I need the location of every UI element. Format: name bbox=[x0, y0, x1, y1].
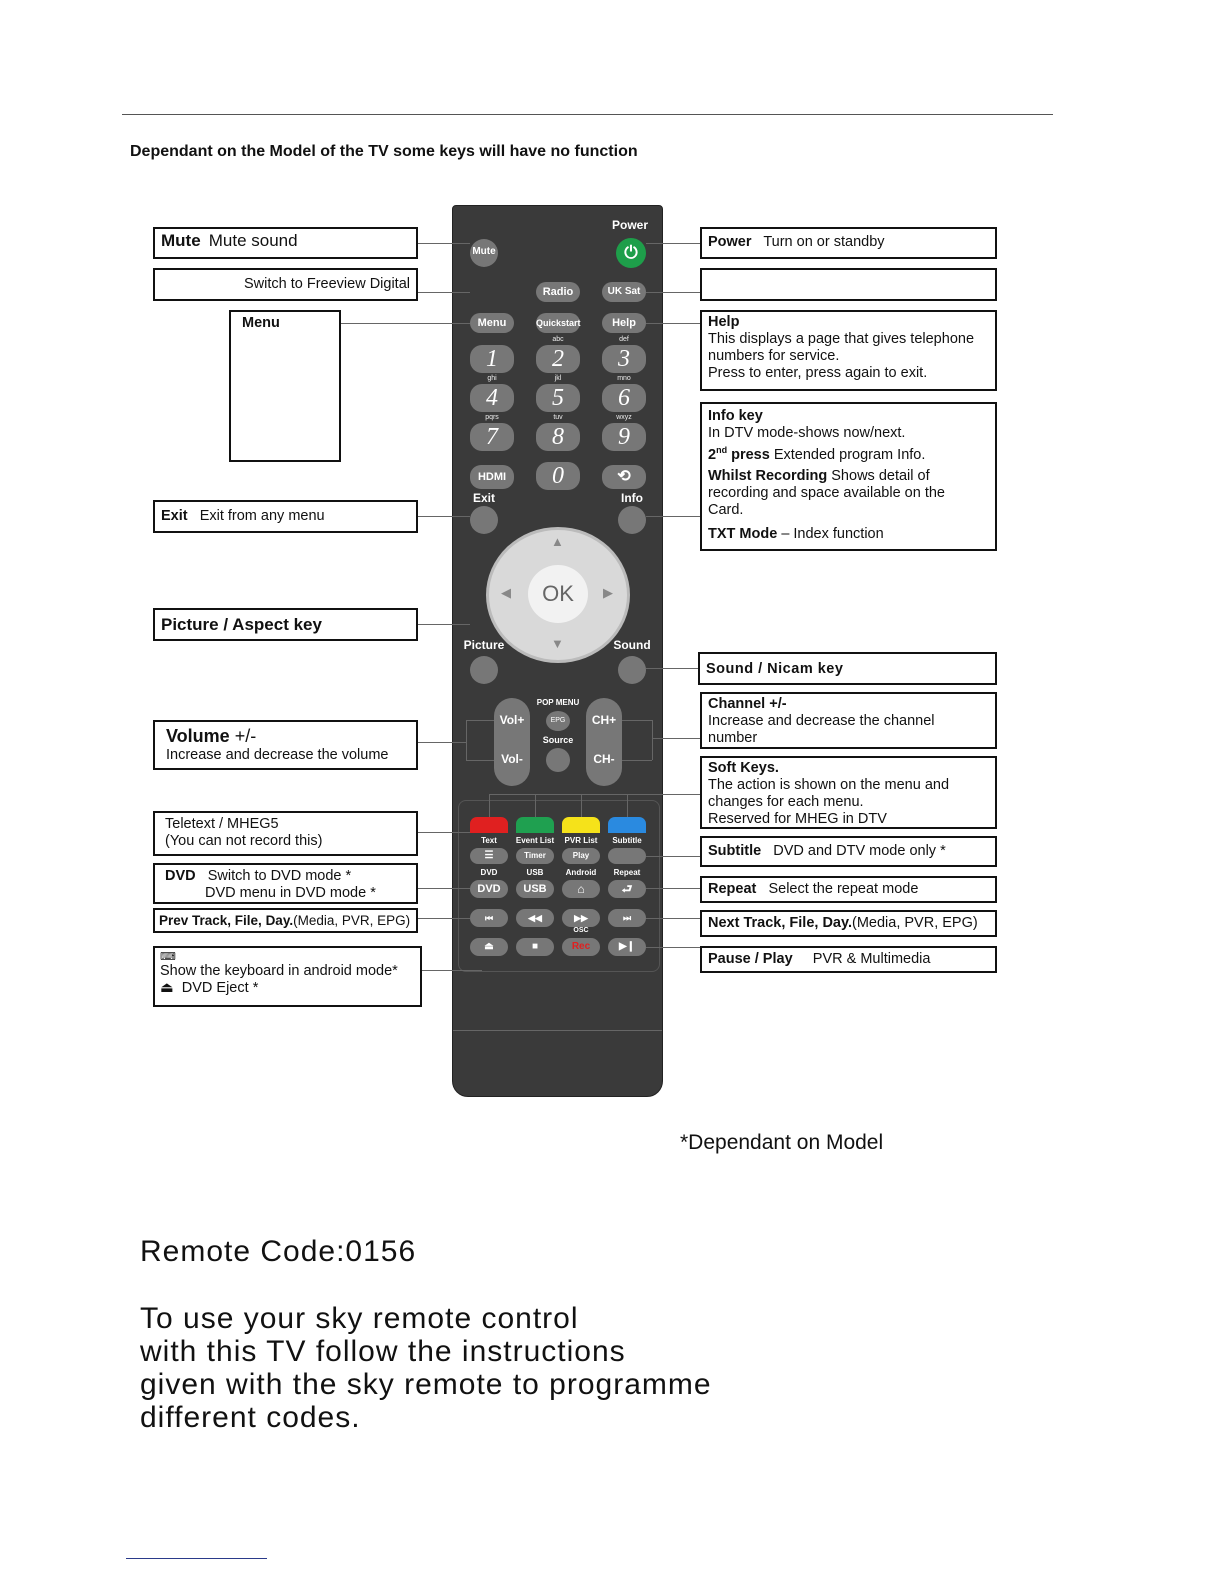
next-track-icon[interactable]: ⏭ bbox=[608, 909, 646, 927]
radio-button[interactable]: Radio bbox=[536, 282, 580, 302]
channel-line2: number bbox=[708, 730, 758, 746]
digit-8-button[interactable]: 8 bbox=[536, 423, 580, 451]
channel-callout bbox=[700, 692, 997, 749]
sound-title: Sound / Nicam key bbox=[706, 661, 844, 677]
subtitle-text: DVD and DTV mode only bbox=[773, 843, 937, 859]
keyboard-star: * bbox=[252, 980, 259, 996]
dvd-star-1: * bbox=[345, 868, 352, 884]
softkeys-drop-green bbox=[535, 794, 536, 817]
subtitle-button[interactable] bbox=[608, 848, 646, 864]
stop-icon[interactable]: ■ bbox=[516, 938, 554, 956]
right-arrow-icon[interactable]: ▶ bbox=[603, 585, 613, 600]
uksat-button[interactable]: UK Sat bbox=[602, 282, 646, 302]
rewind-icon[interactable]: ◀◀ bbox=[516, 909, 554, 927]
ch-up-label: CH+ bbox=[591, 713, 617, 727]
power-callout bbox=[700, 227, 997, 259]
digit-9-button[interactable]: 9 bbox=[602, 423, 646, 451]
exit-button[interactable] bbox=[470, 506, 498, 534]
keyboard-icon: ⌨ bbox=[160, 951, 176, 963]
next-callout bbox=[700, 910, 997, 937]
vol-up-label: Vol+ bbox=[499, 713, 525, 727]
picture-callout bbox=[153, 608, 418, 641]
digit-0-button[interactable]: 0 bbox=[536, 462, 580, 490]
source-label: Source bbox=[542, 735, 574, 745]
help-callout bbox=[700, 310, 997, 391]
channel-line1: Increase and decrease the channel bbox=[708, 713, 935, 729]
digit-2-button[interactable]: 2 bbox=[536, 345, 580, 373]
usb-button[interactable]: USB bbox=[516, 880, 554, 898]
dvd-star-2: * bbox=[370, 885, 376, 901]
eventlist-label: Event List bbox=[515, 836, 555, 845]
top-rule bbox=[122, 114, 1053, 115]
pause-text: PVR & Multimedia bbox=[812, 951, 931, 967]
sound-callout bbox=[698, 652, 997, 685]
digit-7-button[interactable]: 7 bbox=[470, 423, 514, 451]
letters-ghi: ghi bbox=[487, 375, 497, 382]
timer-button[interactable]: Timer bbox=[516, 848, 554, 864]
pause-leader bbox=[646, 947, 700, 948]
info-press-word: press bbox=[731, 446, 770, 463]
info-press-num: 2 bbox=[708, 446, 717, 463]
freeview-leader bbox=[418, 292, 470, 293]
subtitle-title: Subtitle bbox=[708, 843, 762, 859]
volume-leader bbox=[418, 742, 466, 743]
ok-button[interactable]: OK bbox=[528, 565, 588, 623]
letters-abc: abc bbox=[552, 336, 564, 343]
eject-symbol-icon: ⏏ bbox=[160, 980, 174, 996]
uksat-leader bbox=[646, 292, 700, 293]
letters-wxyz: wxyz bbox=[616, 414, 632, 421]
repeat-title: Repeat bbox=[708, 881, 757, 897]
instruction-line: with this TV follow the instructions bbox=[140, 1335, 626, 1368]
digit-4-button[interactable]: 4 bbox=[470, 384, 514, 412]
mute-label: Mute bbox=[472, 246, 496, 257]
osc-label: OSC bbox=[573, 927, 589, 934]
digit-3-button[interactable]: 3 bbox=[602, 345, 646, 373]
digit-5-button[interactable]: 5 bbox=[536, 384, 580, 412]
help-leader bbox=[646, 323, 700, 324]
subtitle-star: * bbox=[940, 843, 946, 859]
hdmi-button[interactable]: HDMI bbox=[470, 465, 514, 489]
teletext-callout bbox=[153, 811, 418, 856]
exit-text: Exit from any menu bbox=[199, 508, 325, 524]
sound-leader bbox=[646, 668, 698, 669]
next-text: (Media, PVR, EPG) bbox=[852, 915, 978, 931]
freeview-text: Switch to Freeview Digital bbox=[244, 276, 410, 292]
info-rec-text: Shows detail of bbox=[831, 467, 930, 484]
info-press-sup: nd bbox=[716, 445, 728, 455]
exit-label: Exit bbox=[472, 491, 495, 505]
softkeys-line1: The action is shown on the menu and bbox=[708, 777, 950, 793]
volume-bracket-top bbox=[466, 720, 494, 721]
bottom-rule bbox=[126, 1558, 267, 1559]
repeat-leader bbox=[646, 888, 700, 889]
epg-button[interactable]: EPG bbox=[546, 711, 570, 731]
channel-leader bbox=[652, 738, 700, 739]
subtitle-label: Subtitle bbox=[612, 836, 642, 845]
letters-def: def bbox=[619, 336, 629, 343]
pvrlist-label: PVR List bbox=[564, 836, 598, 845]
volume-title-suffix: +/- bbox=[234, 726, 257, 746]
volume-bracket bbox=[466, 720, 467, 760]
dvd-leader bbox=[418, 888, 470, 889]
info-line1: In DTV mode-shows now/next. bbox=[708, 425, 906, 441]
teletext-leader bbox=[418, 832, 470, 833]
letters-tuv: tuv bbox=[553, 414, 563, 421]
menu-button[interactable]: Menu bbox=[470, 313, 514, 333]
repeat-icon[interactable]: ⮐ bbox=[608, 880, 646, 898]
freeview-callout bbox=[153, 268, 418, 301]
play-list-button[interactable]: Play bbox=[562, 848, 600, 864]
softkeys-drop-blue bbox=[627, 794, 628, 817]
usb-label: USB bbox=[526, 868, 544, 877]
picture-label: Picture bbox=[463, 638, 505, 652]
pause-callout bbox=[700, 946, 997, 973]
keyboard-line1: Show the keyboard in android mode* bbox=[160, 963, 398, 979]
info-line3: recording and space available on the bbox=[708, 484, 945, 501]
footnote: *Dependant on Model bbox=[680, 1131, 884, 1154]
softkeys-line3: Reserved for MHEG in DTV bbox=[708, 811, 887, 827]
keyboard-callout bbox=[153, 946, 422, 1007]
dvd-title: DVD bbox=[165, 868, 196, 884]
softkeys-line2: changes for each menu. bbox=[708, 794, 864, 810]
red-button[interactable] bbox=[470, 817, 508, 833]
mute-callout bbox=[153, 227, 418, 259]
next-title: Next Track, File, Day. bbox=[708, 915, 852, 931]
menu-title: Menu bbox=[242, 315, 280, 331]
info-button[interactable] bbox=[618, 506, 646, 534]
exit-callout bbox=[153, 500, 418, 533]
help-title: Help bbox=[708, 314, 740, 330]
instruction-line: different codes. bbox=[140, 1401, 361, 1434]
letters-mno: mno bbox=[617, 375, 631, 382]
remote-code: Remote Code:0156 bbox=[140, 1235, 417, 1268]
home-icon[interactable]: ⌂ bbox=[562, 880, 600, 898]
prev-callout bbox=[153, 908, 418, 933]
android-label: Android bbox=[565, 868, 597, 877]
down-arrow-icon[interactable]: ▼ bbox=[551, 636, 564, 651]
exit-leader bbox=[418, 516, 470, 517]
pause-title: Pause / Play bbox=[708, 951, 793, 967]
keyboard-leader bbox=[422, 970, 482, 971]
dvd-callout bbox=[153, 863, 418, 904]
channel-bracket-bottom bbox=[622, 760, 652, 761]
left-arrow-icon[interactable]: ◀ bbox=[501, 585, 511, 600]
dvd-label: DVD bbox=[480, 868, 498, 877]
pause-play-icon[interactable]: ▶❙ bbox=[608, 938, 646, 956]
info-leader bbox=[646, 516, 700, 517]
repeat-label: Repeat bbox=[613, 868, 641, 877]
pop-menu-label: POP MENU bbox=[536, 698, 580, 707]
dvd-line2: DVD menu in DVD mode bbox=[205, 885, 367, 901]
text-button[interactable]: ☰ bbox=[470, 848, 508, 864]
keyboard-line2: DVD Eject bbox=[181, 980, 249, 996]
prev-leader bbox=[418, 918, 470, 919]
vol-down-label: Vol- bbox=[501, 752, 523, 766]
volume-rocker[interactable] bbox=[494, 698, 530, 786]
menu-callout bbox=[229, 310, 341, 462]
eject-icon[interactable]: ⏏ bbox=[470, 938, 508, 956]
mute-title: Mute bbox=[161, 231, 201, 250]
subtitle-leader bbox=[646, 856, 700, 857]
digit-1-button[interactable]: 1 bbox=[470, 345, 514, 373]
digit-6-button[interactable]: 6 bbox=[602, 384, 646, 412]
channel-bracket-top bbox=[622, 720, 652, 721]
softkeys-callout bbox=[700, 756, 997, 829]
volume-title: Volume bbox=[166, 726, 230, 746]
power-leader bbox=[646, 243, 700, 244]
picture-button[interactable] bbox=[470, 656, 498, 684]
info-title: Info key bbox=[708, 408, 763, 424]
yellow-button[interactable] bbox=[562, 817, 600, 833]
dvd-button[interactable]: DVD bbox=[470, 880, 508, 898]
info-line2: Extended program Info. bbox=[773, 446, 926, 463]
info-txt-title: TXT Mode bbox=[708, 525, 778, 542]
softkeys-drop-yellow bbox=[581, 794, 582, 817]
teletext-line1: Teletext / MHEG5 bbox=[165, 816, 279, 832]
info-label: Info bbox=[621, 491, 643, 505]
help-line1: This displays a page that gives telephone bbox=[708, 331, 975, 347]
prev-track-icon[interactable]: ⏮ bbox=[470, 909, 508, 927]
green-button[interactable] bbox=[516, 817, 554, 833]
blue-button[interactable] bbox=[608, 817, 646, 833]
volume-callout bbox=[153, 720, 418, 770]
mute-leader bbox=[418, 243, 470, 244]
remote-divider bbox=[453, 1030, 662, 1031]
prev-title: Prev Track, File, Day. bbox=[159, 913, 294, 928]
repeat-callout bbox=[700, 876, 997, 903]
help-button[interactable]: Help bbox=[602, 313, 646, 333]
picture-leader bbox=[418, 624, 470, 625]
uksat-callout bbox=[700, 268, 997, 301]
channel-bracket bbox=[652, 720, 653, 760]
info-line4: Card. bbox=[708, 501, 744, 518]
letters-pqrs: pqrs bbox=[485, 414, 499, 421]
channel-rocker[interactable] bbox=[586, 698, 622, 786]
power-label: Power bbox=[611, 218, 648, 232]
channel-title: Channel +/- bbox=[708, 696, 787, 712]
teletext-line2: (You can not record this) bbox=[165, 833, 323, 849]
source-button[interactable] bbox=[546, 748, 570, 772]
intro-text: Dependant on the Model of the TV some keys will have no function bbox=[130, 143, 638, 160]
instruction-line: To use your sky remote control bbox=[140, 1302, 579, 1335]
info-callout bbox=[700, 402, 997, 551]
info-txt-text: – Index function bbox=[781, 525, 884, 542]
instruction-line: given with the sky remote to programme bbox=[140, 1368, 712, 1401]
power-title: Power bbox=[708, 234, 752, 250]
text-label: Text bbox=[481, 836, 497, 845]
mute-text: Mute sound bbox=[208, 231, 298, 250]
help-line3: Press to enter, press again to exit. bbox=[708, 365, 928, 381]
volume-bracket-bottom bbox=[466, 760, 494, 761]
power-text: Turn on or standby bbox=[763, 234, 885, 250]
softkeys-leader bbox=[489, 794, 700, 795]
sound-button[interactable] bbox=[618, 656, 646, 684]
rec-button[interactable]: Rec bbox=[562, 938, 600, 956]
subtitle-callout bbox=[700, 836, 997, 867]
menu-leader bbox=[341, 323, 470, 324]
letters-jkl: jkl bbox=[554, 375, 562, 382]
help-line2: numbers for service. bbox=[708, 348, 840, 364]
picture-title: Picture / Aspect key bbox=[161, 615, 322, 634]
dvd-line1: Switch to DVD mode bbox=[207, 868, 342, 884]
fast-forward-icon[interactable]: ▶▶ bbox=[562, 909, 600, 927]
quickstart-button[interactable]: Quickstart bbox=[536, 313, 580, 333]
softkeys-drop-red bbox=[489, 794, 490, 817]
volume-text: Increase and decrease the volume bbox=[166, 747, 389, 763]
instructions bbox=[140, 1302, 712, 1434]
prev-text: (Media, PVR, EPG) bbox=[293, 913, 411, 928]
power-icon[interactable]: ⏻ bbox=[616, 238, 646, 268]
sound-label: Sound bbox=[613, 638, 651, 652]
exit-title: Exit bbox=[161, 508, 188, 524]
up-arrow-icon[interactable]: ▲ bbox=[551, 534, 564, 549]
next-leader bbox=[646, 918, 700, 919]
info-rec-title: Whilst Recording bbox=[708, 467, 828, 484]
softkeys-title: Soft Keys. bbox=[708, 760, 779, 776]
ch-down-label: CH- bbox=[593, 752, 615, 766]
recall-icon[interactable]: ⟲ bbox=[602, 465, 646, 489]
repeat-text: Select the repeat mode bbox=[768, 881, 919, 897]
